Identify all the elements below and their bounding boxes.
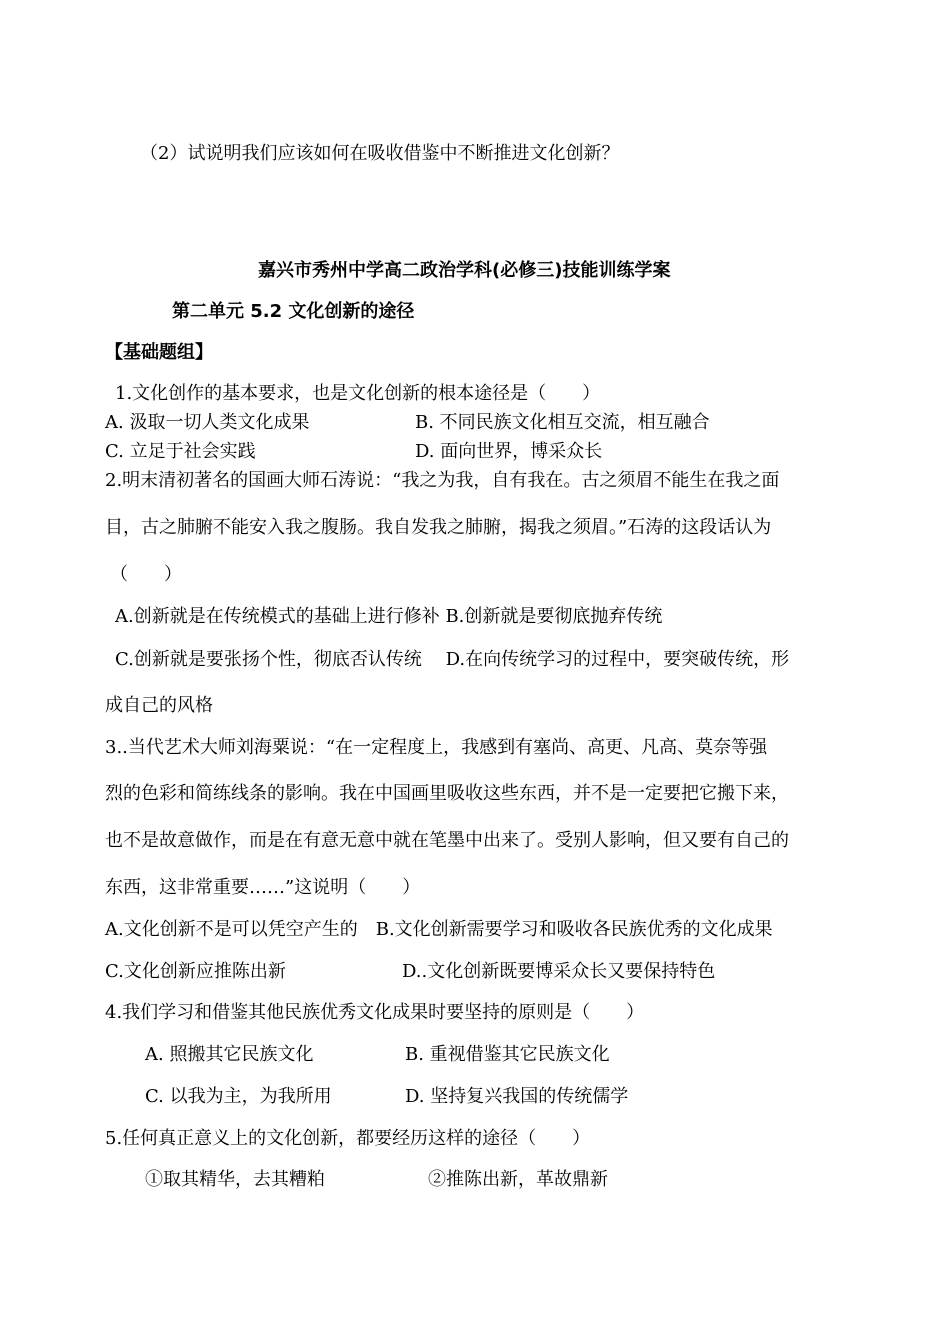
question-5-item-2: ②推陈出新，革故鼎新 <box>428 1169 608 1190</box>
question-2-option-d-continued: 成自己的风格 <box>105 695 213 716</box>
question-2-options-ab: A.创新就是在传统模式的基础上进行修补 B.创新就是要彻底抛弃传统 <box>115 606 663 627</box>
question-5-stem: 5.任何真正意义上的文化创新，都要经历这样的途径（ ） <box>105 1128 591 1149</box>
question-3-line-3: 也不是故意做作，而是在有意无意中就在笔墨中出来了。受别人影响，但又要有自己的 <box>105 830 789 851</box>
question-4-option-d: D. 坚持复兴我国的传统儒学 <box>405 1086 629 1107</box>
question-3-options-ab: A.文化创新不是可以凭空产生的 B.文化创新需要学习和吸收各民族优秀的文化成果 <box>105 919 773 940</box>
question-1-option-a: A. 汲取一切人类文化成果 <box>105 412 310 433</box>
question-5-item-1: ①取其精华，去其糟粕 <box>145 1169 325 1190</box>
previous-question-2: （2）试说明我们应该如何在吸收借鉴中不断推进文化创新？ <box>140 143 620 164</box>
unit-heading: 第二单元 5.2 文化创新的途径 <box>172 301 415 322</box>
question-3-option-c: C.文化创新应推陈出新 <box>105 961 286 982</box>
question-2-line-3: （ ） <box>110 564 182 585</box>
question-4-option-c: C. 以我为主，为我所用 <box>145 1086 332 1107</box>
question-1-stem: 1.文化创作的基本要求，也是文化创新的根本途径是（ ） <box>115 383 601 404</box>
question-2-line-2: 目，古之肺腑不能安入我之腹肠。我自发我之肺腑，揭我之须眉。”石涛的这段话认为 <box>105 517 772 538</box>
question-4-stem: 4.我们学习和借鉴其他民族优秀文化成果时要坚持的原则是（ ） <box>105 1002 645 1023</box>
question-3-line-1: 3..当代艺术大师刘海粟说：“在一定程度上，我感到有塞尚、高更、凡高、莫奈等强 <box>105 737 768 758</box>
question-3-option-d: D..文化创新既要博采众长又要保持特色 <box>402 961 716 982</box>
question-4-option-a: A. 照搬其它民族文化 <box>145 1044 314 1065</box>
section-heading: 【基础题组】 <box>105 342 213 363</box>
question-2-options-cd: C.创新就是要张扬个性，彻底否认传统 D.在向传统学习的过程中，要突破传统，形 <box>115 649 790 670</box>
question-3-line-4: 东西，这非常重要……”这说明（ ） <box>105 877 421 898</box>
question-2-line-1: 2.明末清初著名的国画大师石涛说：“我之为我，自有我在。古之须眉不能生在我之面 <box>105 470 780 491</box>
question-4-option-b: B. 重视借鉴其它民族文化 <box>405 1044 610 1065</box>
question-1-option-d: D. 面向世界，博采众长 <box>415 441 603 462</box>
document-title: 嘉兴市秀州中学高二政治学科(必修三)技能训练学案 <box>258 260 671 281</box>
question-1-option-b: B. 不同民族文化相互交流，相互融合 <box>415 412 710 433</box>
question-3-line-2: 烈的色彩和简练线条的影响。我在中国画里吸收这些东西，并不是一定要把它搬下来， <box>105 783 789 804</box>
question-1-option-c: C. 立足于社会实践 <box>105 441 256 462</box>
